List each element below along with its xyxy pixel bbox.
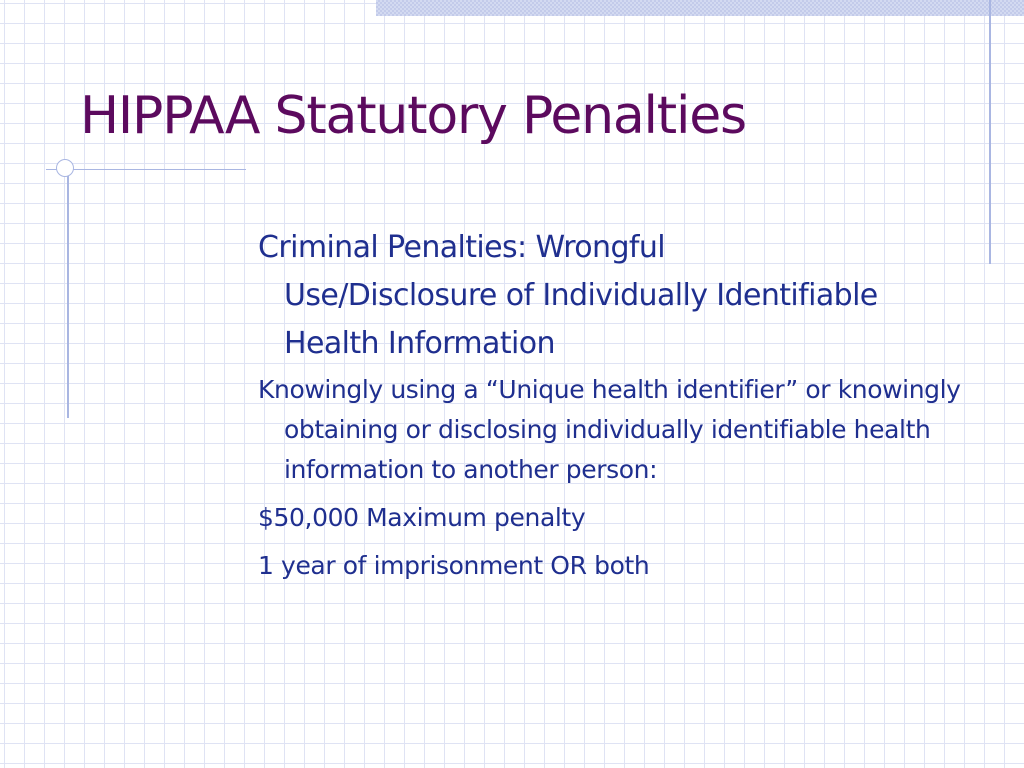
crosshair-circle-icon <box>56 159 74 177</box>
left-vertical-rule <box>67 160 69 418</box>
bullet-criminal-penalties: Criminal Penalties: Wrongful Use/Disclosure of Individually Identifiable Health Information <box>258 230 878 361</box>
bullet-list <box>258 224 978 594</box>
bullet-knowingly-using: Knowingly using a “Unique health identifier” or knowingly obtaining or disclosing individually identifiable health information to another person: <box>258 375 961 484</box>
slide-title: HIPPAA Statutory Penalties <box>80 86 746 146</box>
bullet-imprisonment: 1 year of imprisonment OR both <box>258 551 650 580</box>
bullet-maximum-penalty: $50,000 Maximum penalty <box>258 503 586 532</box>
right-vertical-rule <box>989 0 991 264</box>
title-underline-rule <box>46 169 246 170</box>
top-pattern-band <box>376 0 1024 16</box>
